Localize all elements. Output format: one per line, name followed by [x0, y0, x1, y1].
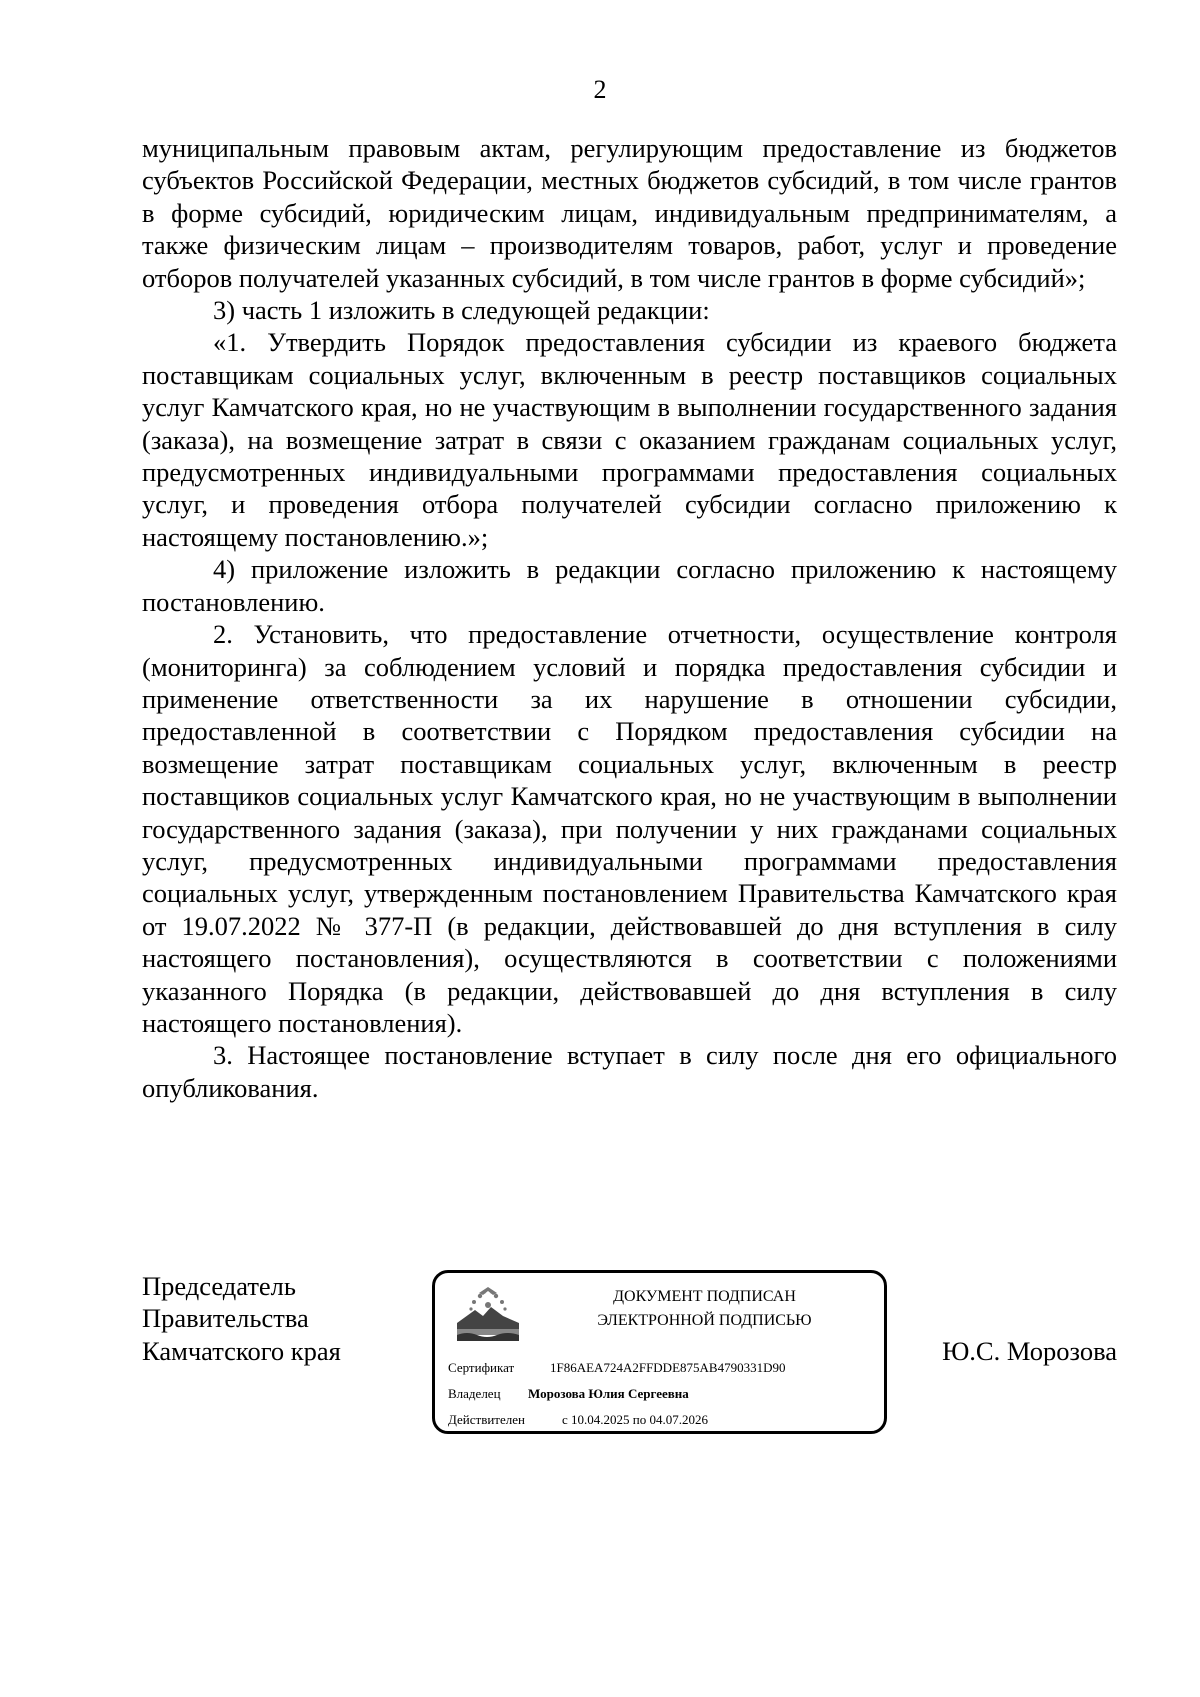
- stamp-header-line: ДОКУМЕНТ ПОДПИСАН: [613, 1288, 796, 1305]
- signatory-title-line: Камчатского края: [142, 1335, 341, 1366]
- document-body: [142, 132, 1117, 1104]
- owner-value: Морозова Юлия Сергеевна: [528, 1386, 689, 1401]
- paragraph: «1. Утвердить Порядок предоставления субсидии из краевого бюджета поставщикам социальных услуг, включенным в реестр поставщиков социальных услуг Камчатского края, но не участвующим в выполнении государственного задания (заказа), на возмещение затрат в связи с оказанием гражданам социальных услуг, предусмотренных индивидуальными программами предоставления социальных услуг, и проведения отбора получателей субсидии согласно приложению к настоящему постановлению.»;: [142, 327, 1117, 552]
- kamchatka-emblem-icon: [453, 1283, 523, 1345]
- stamp-header: [535, 1285, 874, 1333]
- paragraph: 3. Настоящее постановление вступает в силу после дня его официального опубликования.: [142, 1040, 1117, 1103]
- validity-value: с 10.04.2025 по 04.07.2026: [562, 1412, 708, 1427]
- validity-label: Действителен: [448, 1412, 525, 1427]
- page-number: 2: [593, 75, 607, 104]
- signature-block: [142, 1270, 1117, 1450]
- owner-label: Владелец: [448, 1386, 501, 1401]
- certificate-label: Сертификат: [448, 1360, 515, 1375]
- signatory-title-line: Правительства: [142, 1303, 309, 1334]
- certificate-value: 1F86AEA724A2FFDDE875AB4790331D90: [550, 1360, 786, 1375]
- stamp-validity-row: [448, 1411, 708, 1429]
- paragraph: 4) приложение изложить в редакции согласно приложению к настоящему постановлению.: [142, 554, 1117, 617]
- paragraph: муниципальным правовым актам, регулирующим предоставление из бюджетов субъектов Российской Федерации, местных бюджетов субсидий, в том числе грантов в форме субсидий, юридическим лицам, индивидуальным предпринимателям, а также физическим лицам – производителям товаров, работ, услуг и проведение отборов получателей указанных субсидий, в том числе грантов в форме субсидий»;: [142, 133, 1117, 293]
- electronic-signature-stamp: [432, 1270, 887, 1434]
- signatory-name: Ю.С. Морозова: [942, 1336, 1117, 1366]
- paragraph: 2. Установить, что предоставление отчетности, осуществление контроля (мониторинга) за соблюдением условий и порядка предоставления субсидии и применение ответственности за их нарушение в отношении субсидии, предоставленной в соответствии с Порядком предоставления субсидии на возмещение затрат поставщикам социальных услуг, включенным в реестр поставщиков социальных услуг Камчатского края, но не участвующим в выполнении государственного задания (заказа), при получении у них гражданами социальных услуг, предусмотренных индивидуальными программами предоставления социальных услуг, утвержденным постановлением Правительства Камчатского края от 19.07.2022 № 377-П (в редакции, действовавшей до дня вступления в силу настоящего постановления), осуществляются в соответствии с положениями указанного Порядка (в редакции, действовавшей до дня вступления в силу настоящего постановления).: [142, 619, 1117, 1038]
- paragraph: 3) часть 1 изложить в следующей редакции:: [213, 295, 710, 326]
- signatory-title-line: Председатель: [142, 1271, 296, 1301]
- stamp-certificate-row: [448, 1359, 785, 1377]
- stamp-owner-row: [448, 1385, 689, 1403]
- signatory-title: [142, 1270, 341, 1367]
- stamp-header-line: ЭЛЕКТРОННОЙ ПОДПИСЬЮ: [597, 1312, 812, 1329]
